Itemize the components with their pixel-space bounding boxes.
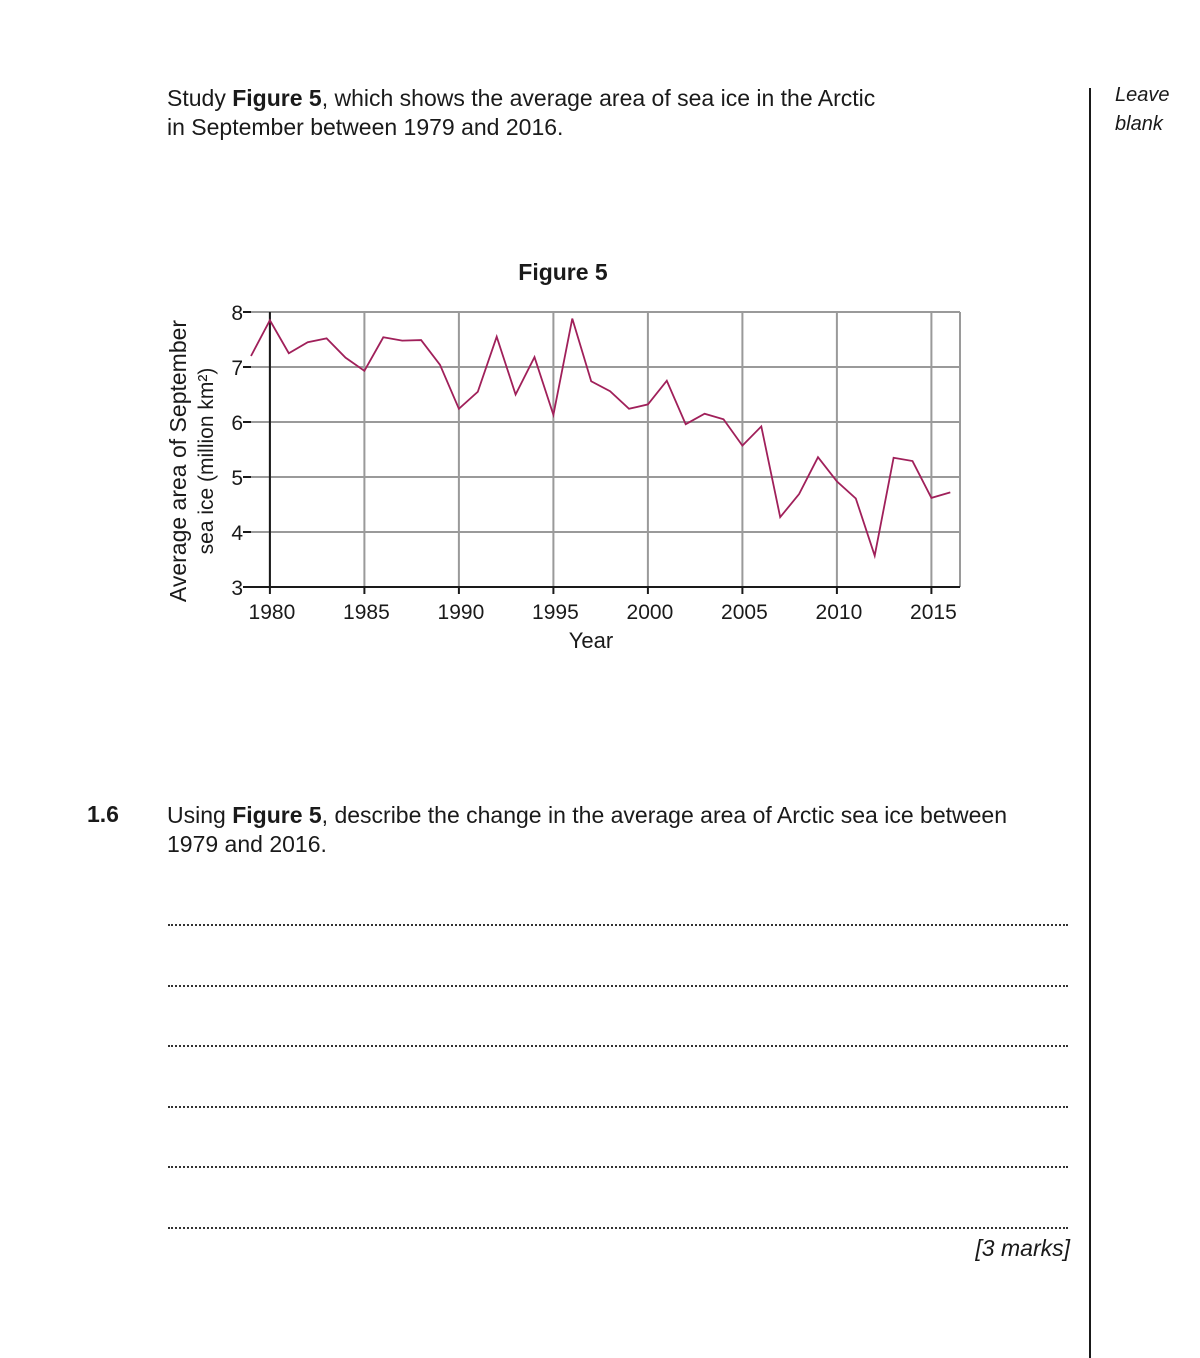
answer-line-3[interactable] <box>168 1045 1068 1047</box>
intro-part1: Study <box>167 85 233 111</box>
question-line2: 1979 and 2016. <box>167 831 327 857</box>
chart-title: Figure 5 <box>518 259 608 285</box>
y-tick-label: 3 <box>231 577 243 600</box>
x-tick-label: 1985 <box>343 601 390 624</box>
intro-figure-ref: Figure 5 <box>232 85 322 111</box>
question-part2: , describe the change in the average area of Arctic sea ice between <box>321 802 1007 828</box>
y-tick-label: 5 <box>231 467 243 490</box>
blank-label: blank <box>1115 113 1163 135</box>
answer-line-1[interactable] <box>168 924 1068 926</box>
x-tick-label: 1980 <box>248 601 296 624</box>
series-line <box>251 319 950 556</box>
question-text <box>167 801 1067 859</box>
answer-line-6[interactable] <box>168 1227 1068 1229</box>
leave-label: Leave <box>1115 84 1170 106</box>
answer-line-2[interactable] <box>168 985 1068 987</box>
x-tick-label: 1990 <box>437 601 485 624</box>
answer-line-5[interactable] <box>168 1166 1068 1168</box>
y-tick-label: 4 <box>231 522 243 545</box>
y-axis-title-line1: Average area of September <box>165 319 191 603</box>
question-figure-ref: Figure 5 <box>232 802 322 828</box>
x-tick-label: 2000 <box>626 601 674 624</box>
question-number: 1.6 <box>87 801 119 827</box>
question-part1: Using <box>167 802 233 828</box>
x-tick-label: 1995 <box>532 601 579 624</box>
x-tick-label: 2010 <box>815 601 863 624</box>
y-tick-label: 7 <box>231 357 243 380</box>
y-tick-label: 8 <box>231 302 243 325</box>
y-tick-label: 6 <box>231 412 243 435</box>
x-axis-title: Year <box>568 628 614 653</box>
x-tick-label: 2005 <box>721 601 768 624</box>
marks-label: [3 marks] <box>975 1235 1070 1261</box>
answer-line-4[interactable] <box>168 1106 1068 1108</box>
intro-part2: , which shows the average area of sea ice in the Arctic <box>321 85 876 111</box>
y-axis-title-line2: sea ice (million km²) <box>195 367 218 555</box>
intro-line2: in September between 1979 and 2016. <box>167 114 564 140</box>
x-tick-label: 2015 <box>910 601 957 624</box>
